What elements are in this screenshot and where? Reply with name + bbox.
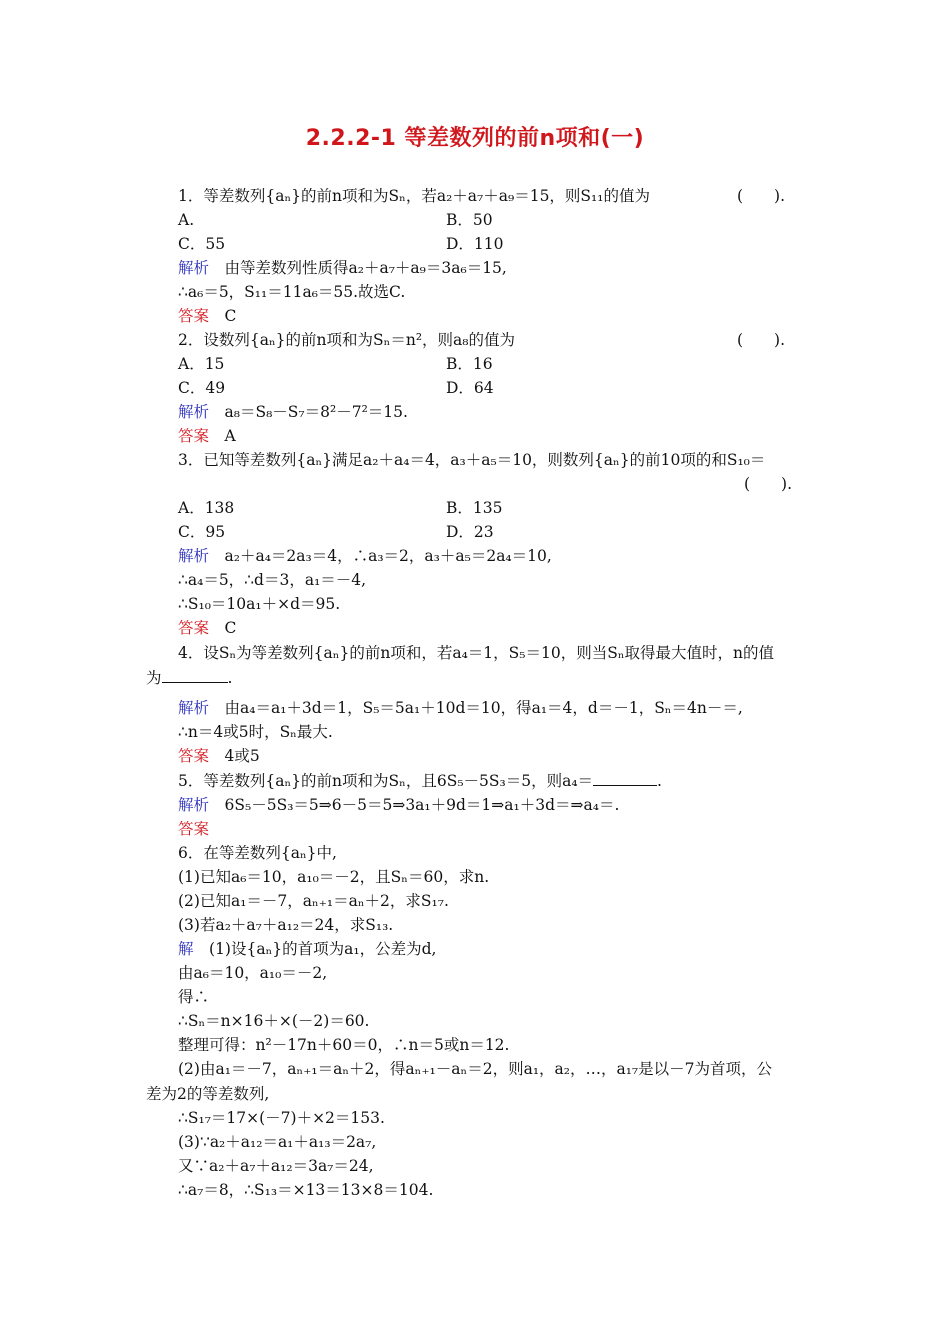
question-1-option-d: D．110 — [446, 235, 504, 253]
question-1-solution-line-1 — [178, 258, 507, 278]
question-6-solution-line-1 — [178, 939, 436, 959]
question-1-option-c: C．55 — [178, 235, 226, 253]
stem-text: 5．等差数列{aₙ}的前n项和为Sₙ，且6S₅－5S₃＝5，则a₄＝ — [178, 772, 594, 790]
question-2-solution-line-1 — [178, 402, 408, 422]
question-6-solution-line-4: ∴Sₙ＝n×16＋×(－2)＝60. — [178, 1012, 370, 1030]
answer-tag: 答案 — [178, 307, 210, 325]
question-4-solution-line-1 — [178, 698, 743, 718]
question-3-answer — [178, 618, 236, 638]
answer-tag: 答案 — [178, 427, 210, 445]
fill-in-blank — [593, 771, 657, 786]
question-6-solution-line-6: (2)由a₁＝－7，aₙ₊₁＝aₙ＋2，得aₙ₊₁－aₙ＝2，则a₁，a₂，…，a₁₇是以－7为首项，公 — [178, 1060, 773, 1078]
question-6-part-3: (3)若a₂＋a₇＋a₁₂＝24，求S₁₃. — [178, 916, 394, 934]
question-6-solution-line-11: ∴a₇＝8，∴S₁₃＝×13＝13×8＝104. — [178, 1181, 434, 1199]
question-6-solution-line-7: 差为2的等差数列, — [146, 1085, 270, 1103]
answer-value: C — [209, 619, 237, 637]
question-3-option-d: D．23 — [446, 523, 494, 541]
page-title: 2.2.2-1 等差数列的前n项和(一) — [305, 126, 645, 151]
question-6-solution-line-10: 又∵a₂＋a₇＋a₁₂＝3a₇＝24, — [178, 1157, 374, 1175]
question-5-answer-tag: 答案 — [178, 820, 210, 838]
question-1-answer-paren: ( ). — [737, 187, 786, 205]
question-6-part-1: (1)已知a₆＝10，a₁₀＝－2，且Sₙ＝60，求n. — [178, 868, 490, 886]
solution-text: 6S₅－5S₃＝5⇒6－5＝5⇒3a₁＋9d＝1⇒a₁＋3d＝⇒a₄＝. — [209, 796, 620, 814]
question-6-solution-line-9: (3)∵a₂＋a₁₂＝a₁＋a₁₃＝2a₇, — [178, 1133, 377, 1151]
question-6-solution-line-2: 由a₆＝10，a₁₀＝－2, — [178, 964, 328, 982]
answer-tag: 答案 — [178, 747, 210, 765]
solution-tag: 解 — [178, 940, 194, 958]
question-1-stem: 1．等差数列{aₙ}的前n项和为Sₙ，若a₂＋a₇＋a₉＝15，则S₁₁的值为 — [178, 187, 650, 205]
fill-in-blank — [162, 668, 228, 683]
solution-tag: 解析 — [178, 547, 210, 565]
question-3-solution-line-2: ∴a₄＝5，∴d＝3，a₁＝－4, — [178, 571, 367, 589]
question-1-option-a: A. — [178, 211, 195, 229]
question-1-option-b: B．50 — [446, 211, 493, 229]
solution-tag: 解析 — [178, 403, 210, 421]
question-3-option-c: C．95 — [178, 523, 226, 541]
question-1-solution-line-2: ∴a₆＝5，S₁₁＝11a₆＝55.故选C. — [178, 283, 406, 301]
question-6-part-2: (2)已知a₁＝－7，aₙ₊₁＝aₙ＋2，求S₁₇. — [178, 892, 449, 910]
question-4-answer — [178, 746, 260, 766]
question-2-stem: 2．设数列{aₙ}的前n项和为Sₙ＝n²，则a₈的值为 — [178, 331, 515, 349]
solution-text: a₂＋a₄＝2a₃＝4，∴a₃＝2，a₃＋a₅＝2a₄＝10, — [209, 547, 552, 565]
question-5-stem — [178, 771, 662, 791]
stem-end: . — [657, 772, 662, 790]
solution-tag: 解析 — [178, 259, 210, 277]
question-5-solution-line-1 — [178, 795, 619, 815]
answer-value: A — [209, 427, 236, 445]
question-3-solution-line-1 — [178, 546, 552, 566]
question-2-option-d: D．64 — [446, 379, 494, 397]
question-6-solution-line-5: 整理可得：n²－17n＋60＝0，∴n＝5或n＝12. — [178, 1036, 510, 1054]
question-6-stem: 6．在等差数列{aₙ}中, — [178, 844, 337, 862]
question-3-answer-paren: ( ). — [744, 475, 793, 493]
question-2-answer-paren: ( ). — [737, 331, 786, 349]
solution-text: (1)设{aₙ}的首项为a₁，公差为d, — [193, 940, 437, 958]
question-2-option-b: B．16 — [446, 355, 493, 373]
question-4-stem: 4．设Sₙ为等差数列{aₙ}的前n项和，若a₄＝1，S₅＝10，则当Sₙ取得最大值时，n的值 — [178, 644, 775, 662]
solution-text: 由a₄＝a₁＋3d＝1，S₅＝5a₁＋10d＝10，得a₁＝4，d＝－1，Sₙ＝4n－＝, — [209, 699, 743, 717]
question-4-stem-line-2: 为 . — [146, 669, 233, 687]
question-1-answer — [178, 306, 236, 326]
solution-tag: 解析 — [178, 699, 210, 717]
question-6-solution-line-3: 得∴ — [178, 988, 210, 1006]
stem-text: 为 — [146, 669, 162, 687]
question-4-solution-line-2: ∴n＝4或5时，Sₙ最大. — [178, 723, 333, 741]
question-3-option-b: B．135 — [446, 499, 503, 517]
question-3-option-a: A．138 — [178, 499, 235, 517]
answer-tag: 答案 — [178, 619, 210, 637]
question-2-option-a: A．15 — [178, 355, 225, 373]
solution-tag: 解析 — [178, 796, 210, 814]
question-6-solution-line-8: ∴S₁₇＝17×(－7)＋×2＝153. — [178, 1109, 385, 1127]
answer-value: C — [209, 307, 237, 325]
solution-text: a₈＝S₈－S₇＝8²－7²＝15. — [209, 403, 408, 421]
question-2-option-c: C．49 — [178, 379, 226, 397]
question-3-solution-line-3: ∴S₁₀＝10a₁＋×d＝95. — [178, 595, 341, 613]
question-2-answer — [178, 426, 236, 446]
answer-value: 4或5 — [209, 747, 260, 765]
question-3-stem: 3．已知等差数列{aₙ}满足a₂＋a₄＝4，a₃＋a₅＝10，则数列{aₙ}的前10项的和S₁₀＝ — [178, 451, 766, 469]
solution-text: 由等差数列性质得a₂＋a₇＋a₉＝3a₆＝15, — [209, 259, 507, 277]
